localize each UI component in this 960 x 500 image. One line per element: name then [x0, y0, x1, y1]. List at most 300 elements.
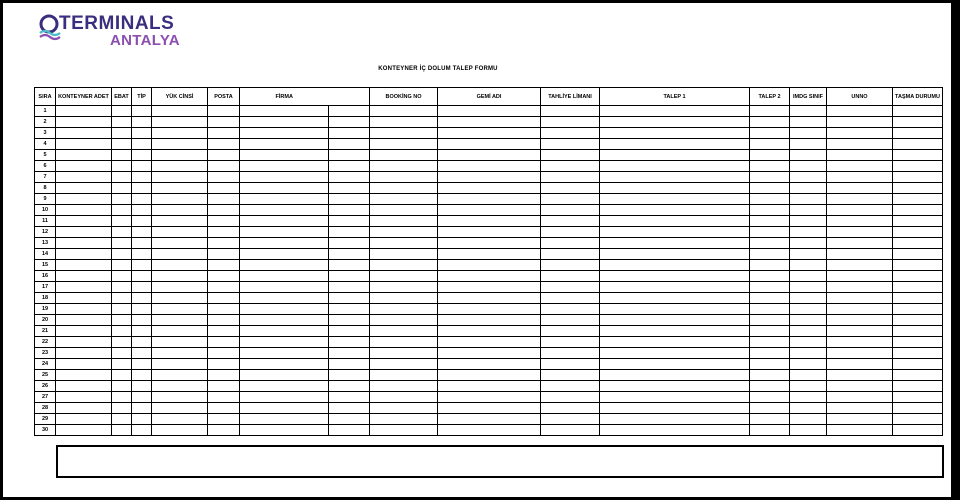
table-cell[interactable]	[208, 381, 240, 392]
table-cell[interactable]	[541, 161, 600, 172]
table-cell[interactable]	[132, 128, 152, 139]
table-cell[interactable]	[56, 139, 112, 150]
table-cell[interactable]	[112, 183, 132, 194]
table-cell[interactable]	[790, 304, 827, 315]
table-cell[interactable]	[208, 205, 240, 216]
table-cell[interactable]	[438, 414, 541, 425]
table-cell[interactable]	[438, 315, 541, 326]
table-cell[interactable]	[600, 216, 750, 227]
table-cell[interactable]	[132, 381, 152, 392]
table-cell[interactable]	[329, 150, 370, 161]
table-cell[interactable]	[329, 326, 370, 337]
table-cell[interactable]	[541, 150, 600, 161]
table-cell[interactable]	[827, 128, 893, 139]
table-cell[interactable]	[790, 315, 827, 326]
table-cell[interactable]	[827, 260, 893, 271]
table-cell[interactable]	[893, 304, 943, 315]
table-cell[interactable]	[893, 271, 943, 282]
table-cell[interactable]	[600, 139, 750, 150]
table-cell[interactable]	[112, 326, 132, 337]
table-cell[interactable]	[329, 337, 370, 348]
table-cell[interactable]	[750, 337, 790, 348]
table-cell[interactable]	[132, 216, 152, 227]
table-cell[interactable]	[541, 403, 600, 414]
table-cell[interactable]	[893, 337, 943, 348]
table-cell[interactable]	[329, 282, 370, 293]
table-cell[interactable]	[370, 304, 438, 315]
table-cell[interactable]	[132, 370, 152, 381]
table-cell[interactable]	[600, 150, 750, 161]
table-cell[interactable]	[112, 392, 132, 403]
table-cell[interactable]	[370, 392, 438, 403]
table-cell[interactable]	[370, 194, 438, 205]
table-cell[interactable]	[600, 205, 750, 216]
table-cell[interactable]	[132, 425, 152, 436]
table-cell[interactable]	[132, 403, 152, 414]
table-cell[interactable]	[152, 425, 208, 436]
table-cell[interactable]	[132, 106, 152, 117]
table-cell[interactable]	[438, 392, 541, 403]
table-cell[interactable]	[56, 282, 112, 293]
table-cell[interactable]	[827, 227, 893, 238]
table-cell[interactable]	[208, 238, 240, 249]
table-cell[interactable]	[329, 315, 370, 326]
table-cell[interactable]	[152, 106, 208, 117]
table-cell[interactable]	[750, 150, 790, 161]
table-cell[interactable]	[438, 249, 541, 260]
table-cell[interactable]	[541, 216, 600, 227]
table-cell[interactable]	[438, 370, 541, 381]
table-cell[interactable]	[438, 161, 541, 172]
table-cell[interactable]	[370, 326, 438, 337]
table-cell[interactable]	[438, 128, 541, 139]
table-cell[interactable]	[370, 425, 438, 436]
table-cell[interactable]	[56, 414, 112, 425]
table-cell[interactable]	[56, 183, 112, 194]
table-cell[interactable]	[370, 249, 438, 260]
table-cell[interactable]	[600, 326, 750, 337]
table-cell[interactable]	[438, 205, 541, 216]
table-cell[interactable]	[893, 414, 943, 425]
table-cell[interactable]	[329, 414, 370, 425]
table-cell[interactable]	[112, 381, 132, 392]
table-cell[interactable]	[112, 304, 132, 315]
table-cell[interactable]	[208, 106, 240, 117]
table-cell[interactable]	[750, 249, 790, 260]
table-cell[interactable]	[370, 183, 438, 194]
table-cell[interactable]	[541, 238, 600, 249]
table-cell[interactable]	[240, 381, 329, 392]
table-cell[interactable]	[893, 238, 943, 249]
table-cell[interactable]	[329, 117, 370, 128]
table-cell[interactable]	[893, 194, 943, 205]
table-cell[interactable]	[112, 150, 132, 161]
table-cell[interactable]	[438, 304, 541, 315]
table-cell[interactable]	[240, 150, 329, 161]
table-cell[interactable]	[240, 271, 329, 282]
table-cell[interactable]	[750, 304, 790, 315]
table-cell[interactable]	[56, 381, 112, 392]
table-cell[interactable]	[208, 425, 240, 436]
table-cell[interactable]	[56, 271, 112, 282]
table-cell[interactable]	[208, 403, 240, 414]
table-cell[interactable]	[329, 128, 370, 139]
table-cell[interactable]	[208, 414, 240, 425]
table-cell[interactable]	[827, 282, 893, 293]
table-cell[interactable]	[893, 205, 943, 216]
table-cell[interactable]	[790, 282, 827, 293]
table-cell[interactable]	[750, 315, 790, 326]
table-cell[interactable]	[56, 249, 112, 260]
table-cell[interactable]	[893, 139, 943, 150]
table-cell[interactable]	[56, 359, 112, 370]
table-cell[interactable]	[790, 150, 827, 161]
table-cell[interactable]	[370, 271, 438, 282]
table-cell[interactable]	[600, 271, 750, 282]
table-cell[interactable]	[790, 403, 827, 414]
table-cell[interactable]	[438, 150, 541, 161]
table-cell[interactable]	[370, 238, 438, 249]
table-cell[interactable]	[329, 271, 370, 282]
table-cell[interactable]	[750, 194, 790, 205]
table-cell[interactable]	[827, 315, 893, 326]
table-cell[interactable]	[790, 183, 827, 194]
table-cell[interactable]	[56, 106, 112, 117]
table-cell[interactable]	[370, 117, 438, 128]
table-cell[interactable]	[152, 326, 208, 337]
table-cell[interactable]	[240, 370, 329, 381]
table-cell[interactable]	[208, 337, 240, 348]
table-cell[interactable]	[541, 139, 600, 150]
table-cell[interactable]	[56, 293, 112, 304]
table-cell[interactable]	[56, 304, 112, 315]
table-cell[interactable]	[827, 392, 893, 403]
table-cell[interactable]	[152, 227, 208, 238]
table-cell[interactable]	[893, 359, 943, 370]
table-cell[interactable]	[438, 117, 541, 128]
table-cell[interactable]	[750, 238, 790, 249]
table-cell[interactable]	[112, 271, 132, 282]
table-cell[interactable]	[827, 425, 893, 436]
table-cell[interactable]	[152, 205, 208, 216]
table-cell[interactable]	[329, 194, 370, 205]
table-cell[interactable]	[370, 359, 438, 370]
table-cell[interactable]	[208, 227, 240, 238]
table-cell[interactable]	[600, 249, 750, 260]
table-cell[interactable]	[112, 425, 132, 436]
table-cell[interactable]	[600, 260, 750, 271]
table-cell[interactable]	[152, 128, 208, 139]
table-cell[interactable]	[750, 260, 790, 271]
table-cell[interactable]	[893, 392, 943, 403]
table-cell[interactable]	[240, 205, 329, 216]
table-cell[interactable]	[438, 227, 541, 238]
table-cell[interactable]	[750, 161, 790, 172]
table-cell[interactable]	[438, 183, 541, 194]
table-cell[interactable]	[600, 194, 750, 205]
table-cell[interactable]	[790, 271, 827, 282]
table-cell[interactable]	[240, 106, 329, 117]
table-cell[interactable]	[329, 183, 370, 194]
table-cell[interactable]	[112, 161, 132, 172]
table-cell[interactable]	[112, 260, 132, 271]
table-cell[interactable]	[56, 315, 112, 326]
table-cell[interactable]	[240, 425, 329, 436]
table-cell[interactable]	[329, 249, 370, 260]
table-cell[interactable]	[600, 414, 750, 425]
table-cell[interactable]	[827, 139, 893, 150]
table-cell[interactable]	[132, 359, 152, 370]
table-cell[interactable]	[438, 260, 541, 271]
table-cell[interactable]	[370, 282, 438, 293]
table-cell[interactable]	[112, 282, 132, 293]
table-cell[interactable]	[132, 172, 152, 183]
table-cell[interactable]	[132, 117, 152, 128]
table-cell[interactable]	[152, 403, 208, 414]
table-cell[interactable]	[893, 183, 943, 194]
table-cell[interactable]	[329, 106, 370, 117]
table-cell[interactable]	[132, 183, 152, 194]
table-cell[interactable]	[112, 249, 132, 260]
table-cell[interactable]	[790, 414, 827, 425]
table-cell[interactable]	[750, 183, 790, 194]
table-cell[interactable]	[370, 348, 438, 359]
table-cell[interactable]	[329, 238, 370, 249]
table-cell[interactable]	[750, 205, 790, 216]
table-cell[interactable]	[750, 348, 790, 359]
table-cell[interactable]	[56, 348, 112, 359]
table-cell[interactable]	[541, 128, 600, 139]
table-cell[interactable]	[208, 128, 240, 139]
table-cell[interactable]	[152, 271, 208, 282]
table-cell[interactable]	[152, 414, 208, 425]
table-cell[interactable]	[790, 106, 827, 117]
table-cell[interactable]	[208, 293, 240, 304]
table-cell[interactable]	[893, 161, 943, 172]
table-cell[interactable]	[541, 117, 600, 128]
table-cell[interactable]	[750, 172, 790, 183]
table-cell[interactable]	[600, 304, 750, 315]
table-cell[interactable]	[438, 293, 541, 304]
table-cell[interactable]	[750, 414, 790, 425]
table-cell[interactable]	[240, 172, 329, 183]
table-cell[interactable]	[827, 304, 893, 315]
table-cell[interactable]	[438, 216, 541, 227]
table-cell[interactable]	[152, 348, 208, 359]
table-cell[interactable]	[893, 260, 943, 271]
table-cell[interactable]	[240, 403, 329, 414]
table-cell[interactable]	[541, 194, 600, 205]
table-cell[interactable]	[132, 260, 152, 271]
table-cell[interactable]	[600, 315, 750, 326]
table-cell[interactable]	[208, 194, 240, 205]
table-cell[interactable]	[56, 227, 112, 238]
table-cell[interactable]	[827, 205, 893, 216]
table-cell[interactable]	[329, 260, 370, 271]
table-cell[interactable]	[240, 293, 329, 304]
table-cell[interactable]	[438, 238, 541, 249]
table-cell[interactable]	[152, 260, 208, 271]
table-cell[interactable]	[893, 425, 943, 436]
table-cell[interactable]	[132, 150, 152, 161]
table-cell[interactable]	[112, 128, 132, 139]
table-cell[interactable]	[790, 139, 827, 150]
table-cell[interactable]	[827, 403, 893, 414]
table-cell[interactable]	[208, 348, 240, 359]
table-cell[interactable]	[329, 304, 370, 315]
table-cell[interactable]	[541, 359, 600, 370]
table-cell[interactable]	[790, 348, 827, 359]
table-cell[interactable]	[790, 128, 827, 139]
table-cell[interactable]	[152, 216, 208, 227]
table-cell[interactable]	[600, 381, 750, 392]
table-cell[interactable]	[438, 172, 541, 183]
table-cell[interactable]	[541, 271, 600, 282]
table-cell[interactable]	[112, 414, 132, 425]
table-cell[interactable]	[208, 172, 240, 183]
table-cell[interactable]	[790, 172, 827, 183]
table-cell[interactable]	[827, 150, 893, 161]
table-cell[interactable]	[208, 359, 240, 370]
table-cell[interactable]	[240, 414, 329, 425]
table-cell[interactable]	[600, 128, 750, 139]
table-cell[interactable]	[329, 205, 370, 216]
table-cell[interactable]	[329, 370, 370, 381]
table-cell[interactable]	[208, 326, 240, 337]
table-cell[interactable]	[370, 293, 438, 304]
table-cell[interactable]	[132, 282, 152, 293]
table-cell[interactable]	[827, 271, 893, 282]
table-cell[interactable]	[790, 392, 827, 403]
table-cell[interactable]	[329, 161, 370, 172]
table-cell[interactable]	[208, 216, 240, 227]
table-cell[interactable]	[790, 326, 827, 337]
table-cell[interactable]	[370, 161, 438, 172]
table-cell[interactable]	[827, 161, 893, 172]
table-cell[interactable]	[56, 238, 112, 249]
table-cell[interactable]	[438, 403, 541, 414]
table-cell[interactable]	[56, 128, 112, 139]
table-cell[interactable]	[329, 425, 370, 436]
table-cell[interactable]	[329, 359, 370, 370]
table-cell[interactable]	[56, 326, 112, 337]
table-cell[interactable]	[240, 238, 329, 249]
table-cell[interactable]	[541, 381, 600, 392]
table-cell[interactable]	[132, 139, 152, 150]
table-cell[interactable]	[893, 370, 943, 381]
table-cell[interactable]	[750, 403, 790, 414]
table-cell[interactable]	[329, 381, 370, 392]
table-cell[interactable]	[370, 315, 438, 326]
table-cell[interactable]	[208, 315, 240, 326]
table-cell[interactable]	[893, 293, 943, 304]
table-cell[interactable]	[152, 304, 208, 315]
table-cell[interactable]	[240, 128, 329, 139]
table-cell[interactable]	[56, 337, 112, 348]
table-cell[interactable]	[541, 260, 600, 271]
table-cell[interactable]	[240, 337, 329, 348]
table-cell[interactable]	[438, 348, 541, 359]
table-cell[interactable]	[132, 194, 152, 205]
table-cell[interactable]	[152, 172, 208, 183]
table-cell[interactable]	[112, 293, 132, 304]
table-cell[interactable]	[132, 315, 152, 326]
table-cell[interactable]	[790, 249, 827, 260]
table-cell[interactable]	[208, 370, 240, 381]
table-cell[interactable]	[893, 315, 943, 326]
table-cell[interactable]	[112, 205, 132, 216]
table-cell[interactable]	[240, 326, 329, 337]
table-cell[interactable]	[370, 370, 438, 381]
table-cell[interactable]	[750, 282, 790, 293]
table-cell[interactable]	[541, 249, 600, 260]
table-cell[interactable]	[893, 348, 943, 359]
table-cell[interactable]	[827, 381, 893, 392]
table-cell[interactable]	[132, 414, 152, 425]
table-cell[interactable]	[438, 337, 541, 348]
table-cell[interactable]	[893, 150, 943, 161]
table-cell[interactable]	[132, 161, 152, 172]
table-cell[interactable]	[750, 359, 790, 370]
table-cell[interactable]	[827, 117, 893, 128]
table-cell[interactable]	[240, 260, 329, 271]
table-cell[interactable]	[240, 183, 329, 194]
table-cell[interactable]	[541, 348, 600, 359]
table-cell[interactable]	[541, 304, 600, 315]
table-cell[interactable]	[750, 392, 790, 403]
table-cell[interactable]	[329, 293, 370, 304]
table-cell[interactable]	[112, 403, 132, 414]
table-cell[interactable]	[600, 183, 750, 194]
table-cell[interactable]	[370, 227, 438, 238]
table-cell[interactable]	[152, 183, 208, 194]
table-cell[interactable]	[750, 425, 790, 436]
table-cell[interactable]	[152, 238, 208, 249]
table-cell[interactable]	[152, 150, 208, 161]
table-cell[interactable]	[152, 337, 208, 348]
table-cell[interactable]	[208, 282, 240, 293]
table-cell[interactable]	[600, 238, 750, 249]
table-cell[interactable]	[132, 227, 152, 238]
table-cell[interactable]	[132, 337, 152, 348]
table-cell[interactable]	[541, 315, 600, 326]
table-cell[interactable]	[112, 227, 132, 238]
table-cell[interactable]	[790, 260, 827, 271]
table-cell[interactable]	[240, 227, 329, 238]
table-cell[interactable]	[329, 348, 370, 359]
table-cell[interactable]	[370, 205, 438, 216]
table-cell[interactable]	[112, 172, 132, 183]
table-cell[interactable]	[541, 326, 600, 337]
table-cell[interactable]	[208, 260, 240, 271]
table-cell[interactable]	[600, 117, 750, 128]
table-cell[interactable]	[240, 139, 329, 150]
table-cell[interactable]	[750, 227, 790, 238]
table-cell[interactable]	[132, 205, 152, 216]
table-cell[interactable]	[240, 216, 329, 227]
table-cell[interactable]	[132, 271, 152, 282]
table-cell[interactable]	[240, 315, 329, 326]
table-cell[interactable]	[56, 370, 112, 381]
table-cell[interactable]	[827, 216, 893, 227]
notes-box[interactable]	[56, 445, 944, 478]
table-cell[interactable]	[370, 216, 438, 227]
table-cell[interactable]	[240, 392, 329, 403]
table-cell[interactable]	[600, 337, 750, 348]
table-cell[interactable]	[541, 282, 600, 293]
table-cell[interactable]	[240, 348, 329, 359]
table-cell[interactable]	[750, 216, 790, 227]
